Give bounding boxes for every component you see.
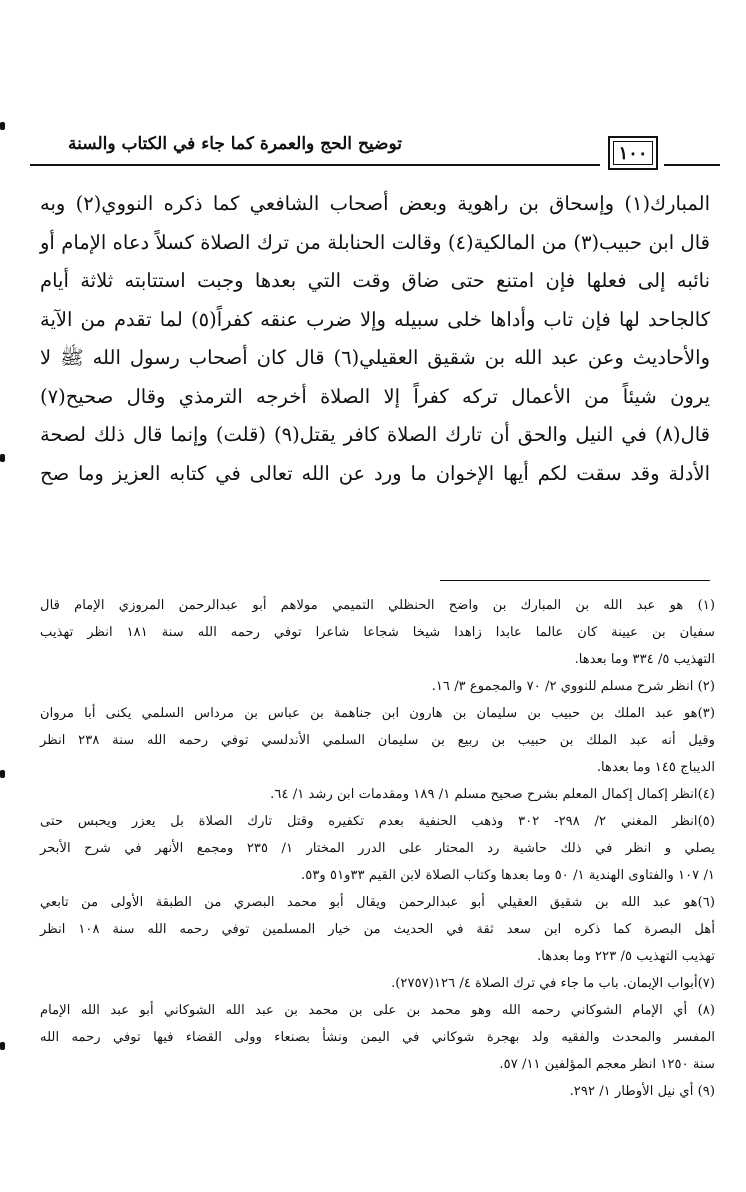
page-number-box <box>608 136 658 170</box>
footnote-5 <box>40 808 715 889</box>
footnote-line: أهل البصرة كما ذكره ابن سعد ثقة في الحديث من خيار المسلمين توفي رحمه الله سنة ١٠٨ انظر <box>40 922 716 937</box>
footnote-3 <box>40 700 715 781</box>
main-line: والأحاديث وعن عبد الله بن شقيق العقيلي(٦) قال كان أصحاب رسول الله ﷺ لا <box>40 346 710 369</box>
margin-mark <box>0 1042 5 1050</box>
footnote-line: سنة ١٢٥٠ انظر معجم المؤلفين ١١/ ٥٧. <box>499 1057 715 1072</box>
footnote-6 <box>40 889 715 970</box>
footnote-line: (٤)انظر إكمال إكمال المعلم بشرح صحيح مسلم ١/ ١٨٩ ومقدمات ابن رشد ١/ ٦٤. <box>270 787 715 802</box>
running-header <box>30 126 720 176</box>
footnote-line: الديباج ١٤٥ وما بعدها. <box>596 760 715 775</box>
footnote-line: سفيان بن عيينة كان عالما عابدا زاهدا شيخا شجاعا شاعرا توفي رحمه الله سنة ١٨١ انظر تهذيب <box>40 625 715 640</box>
main-line: كالجاحد لها فإن تاب وأداها خلى سبيله وإلا ضرب عنقه كفراً(٥) لما تقدم من الآية <box>40 307 710 331</box>
footnote-line: (٥)انظر المغني ٢/ ٢٩٨- ٣٠٢ وذهب الحنفية بعدم تكفيره وقتل تارك الصلاة بل يعزر ويحبس حتى <box>40 814 715 829</box>
footnote-2 <box>40 673 715 700</box>
page-number: ١٠٠ <box>613 141 653 165</box>
main-line: قال(٨) في النيل والحق أن تارك الصلاة كافر يقتل(٩) (قلت) وإنما قال ذلك لصحة <box>40 423 710 446</box>
footnote-1 <box>40 592 715 673</box>
footnote-line: المفسر والمحدث والفقيه ولد بهجرة شوكاني في اليمن ونشأ بصنعاء وولى القضاء فيها توفي رحمه الله <box>40 1030 715 1045</box>
footnote-line: يصلي و انظر في ذلك حاشية رد المحتار على الدرر المختار ١/ ٢٣٥ ومجمع الأنهر في شرح الأبحر <box>40 841 715 856</box>
margin-mark <box>0 454 5 462</box>
main-line: الأدلة وقد سقت لكم أيها الإخوان ما ورد عن الله تعالى في كتابه العزيز وما صح <box>40 461 710 485</box>
footnote-4 <box>40 781 715 808</box>
header-rule-right <box>664 164 720 166</box>
margin-mark <box>0 122 5 130</box>
footnotes <box>40 592 715 1105</box>
footnote-8 <box>40 997 715 1078</box>
header-title: توضيح الحج والعمرة كما جاء في الكتاب والسنة <box>68 134 402 154</box>
header-rule <box>30 164 600 166</box>
footnote-9 <box>40 1078 715 1105</box>
main-text <box>40 185 710 493</box>
main-line: قال ابن حبيب(٣) من المالكية(٤) وقالت الحنابلة من ترك الصلاة كسلاً دعاه الإمام أو <box>40 230 710 254</box>
footnote-line: وقيل أنه عبد الملك بن حبيب بن ربيع بن سليمان السلمي الأندلسي توفي رحمه الله سنة ٢٣٨ انظر <box>40 733 715 748</box>
footnote-line: (٩) أي نيل الأوطار ١/ ٢٩٢. <box>569 1084 715 1099</box>
footnote-line: تهذيب التهذيب ٥/ ٢٢٣ وما بعدها. <box>537 949 715 964</box>
footnote-line: (٨) أي الإمام الشوكاني رحمه الله وهو محمد بن على بن محمد بن عبد الله الشوكاني أبو عبد الله الإمام <box>40 1003 715 1018</box>
footnote-separator <box>440 580 710 581</box>
margin-mark <box>0 770 5 778</box>
main-line: المبارك(١) وإسحاق بن راهوية وبعض أصحاب الشافعي كما ذكره النووي(٢) وبه <box>40 192 711 215</box>
footnote-line: (١) هو عبد الله بن المبارك بن واضح الحنظلي التميمي مولاهم أبو عبدالرحمن المروزي الإمام قال <box>40 598 715 613</box>
footnote-line: (٣)هو عبد الملك بن حبيب بن سليمان بن هارون ابن جناهمة بن عباس بن مرداس السلمي يكنى أبا مروان <box>40 706 715 721</box>
footnote-line: (٧)أبواب الإيمان. باب ما جاء في ترك الصلاة ٤/ ١٢٦(٢٧٥٧). <box>391 976 715 991</box>
footnote-line: (٢) انظر شرح مسلم للنووي ٢/ ٧٠ والمجموع ٣/ ١٦. <box>431 679 715 694</box>
footnote-line: (٦)هو عبد الله بن شقيق العقيلي أبو عبدالرحمن ويقال أبو محمد البصري من الطبقة الأولى من تابعي <box>40 895 715 910</box>
footnote-line: ١/ ١٠٧ والفتاوى الهندية ١/ ٥٠ وما بعدها وكتاب الصلاة لابن القيم ٣٣و٥١ و٥٣. <box>301 868 715 883</box>
footnote-line: التهذيب ٥/ ٣٣٤ وما بعدها. <box>574 652 715 667</box>
main-line: نائبه إلى فعلها فإن امتنع حتى ضاق وقت التي بعدها وجبت استتابته ثلاثة أيام <box>40 269 710 292</box>
footnote-7 <box>40 970 715 997</box>
main-line: يرون شيئاً من الأعمال تركه كفراً إلا الصلاة أخرجه الترمذي وقال صحيح(٧) <box>40 384 710 408</box>
